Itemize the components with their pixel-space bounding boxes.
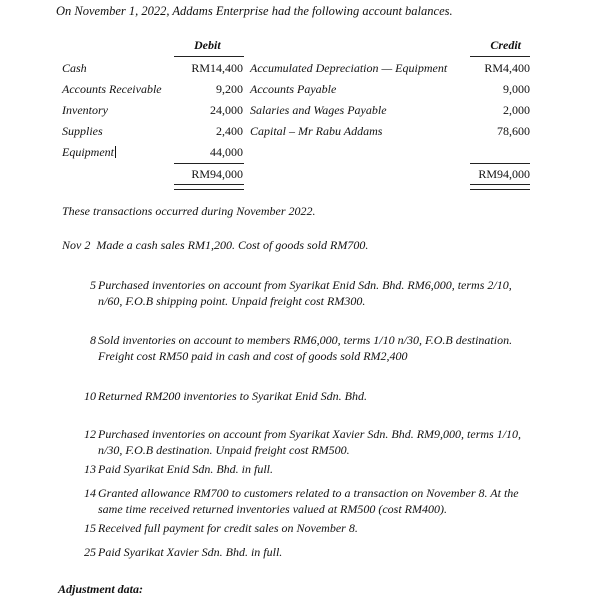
transaction-text: Paid Syarikat Xavier Sdn. Bhd. in full. [98,545,283,559]
debit-amount: 44,000 [210,145,243,159]
debit-header-rule [174,56,244,57]
transaction-date: 10 [84,389,96,403]
credit-double-rule [470,184,530,190]
transaction-text: Purchased inventories on account from Syarikat Enid Sdn. Bhd. RM6,000, terms 2/10, n/60, F.O.B shipping point. Unpaid freight cost RM300. [98,278,512,308]
transaction-date: 15 [84,521,96,535]
credit-account-name: Capital – Mr Rabu Addams [250,124,383,138]
transaction-date: Nov 2 [62,238,91,252]
transaction-item [76,426,538,460]
adjustment-heading: Adjustment data: [58,582,144,596]
transaction-item [76,520,538,538]
credit-amount: RM4,400 [484,61,530,75]
debit-account-name: Supplies [62,124,103,138]
transaction-item [76,277,538,311]
debit-account-name: Cash [62,61,87,75]
debit-total-rule [174,163,244,164]
credit-account-name: Accumulated Depreciation — Equipment [250,61,448,75]
transaction-item [62,238,368,253]
transaction-item [76,485,538,519]
credit-amount: 9,000 [503,82,530,96]
transaction-item [76,388,538,406]
transaction-date: 25 [84,545,96,559]
transaction-text: Purchased inventories on account from Syarikat Xavier Sdn. Bhd. RM9,000, terms 1/10, n/30, F.O.B destination. Unpaid freight cost RM500. [98,427,522,457]
debit-amount: RM14,400 [191,61,243,75]
debit-header: Debit [194,38,221,52]
transaction-item [76,332,538,366]
credit-total: RM94,000 [478,167,530,181]
transaction-date: 8 [90,333,96,347]
credit-account-name: Salaries and Wages Payable [250,103,387,117]
credit-header-rule [470,56,530,57]
intro-text: On November 1, 2022, Addams Enterprise had the following account balances. [56,4,453,18]
transaction-text: Made a cash sales RM1,200. Cost of goods sold RM700. [96,238,369,252]
transaction-date: 12 [84,427,96,441]
debit-amount: 2,400 [216,124,243,138]
debit-account-name: Accounts Receivable [62,82,162,96]
transaction-date: 5 [90,278,96,292]
credit-header: Credit [490,38,521,52]
debit-total: RM94,000 [191,167,243,181]
debit-amount: 24,000 [210,103,243,117]
transaction-text: Received full payment for credit sales on November 8. [98,521,358,535]
transaction-date: 13 [84,462,96,476]
debit-account-name: Equipment [62,145,114,159]
debit-account-name-equipment [62,145,116,160]
transaction-text: Returned RM200 inventories to Syarikat Enid Sdn. Bhd. [98,389,367,403]
debit-amount: 9,200 [216,82,243,96]
transaction-text: Paid Syarikat Enid Sdn. Bhd. in full. [98,462,273,476]
debit-account-name: Inventory [62,103,108,117]
transactions-intro: These transactions occurred during November 2022. [62,204,316,218]
debit-double-rule [174,184,244,190]
credit-amount: 2,000 [503,103,530,117]
transaction-item [76,461,538,479]
credit-total-rule [470,163,530,164]
text-cursor [115,146,116,158]
transaction-date: 14 [84,486,96,500]
credit-amount: 78,600 [497,124,530,138]
transaction-text: Sold inventories on account to members RM6,000, terms 1/10 n/30, F.O.B destination. Freight cost RM50 paid in cash and cost of goods sold RM2,400 [98,333,513,363]
transaction-item [76,544,538,562]
transaction-text: Granted allowance RM700 to customers related to a transaction on November 8. At the same time received returned inventories valued at RM500 (cost RM400). [98,486,519,516]
credit-account-name: Accounts Payable [250,82,337,96]
